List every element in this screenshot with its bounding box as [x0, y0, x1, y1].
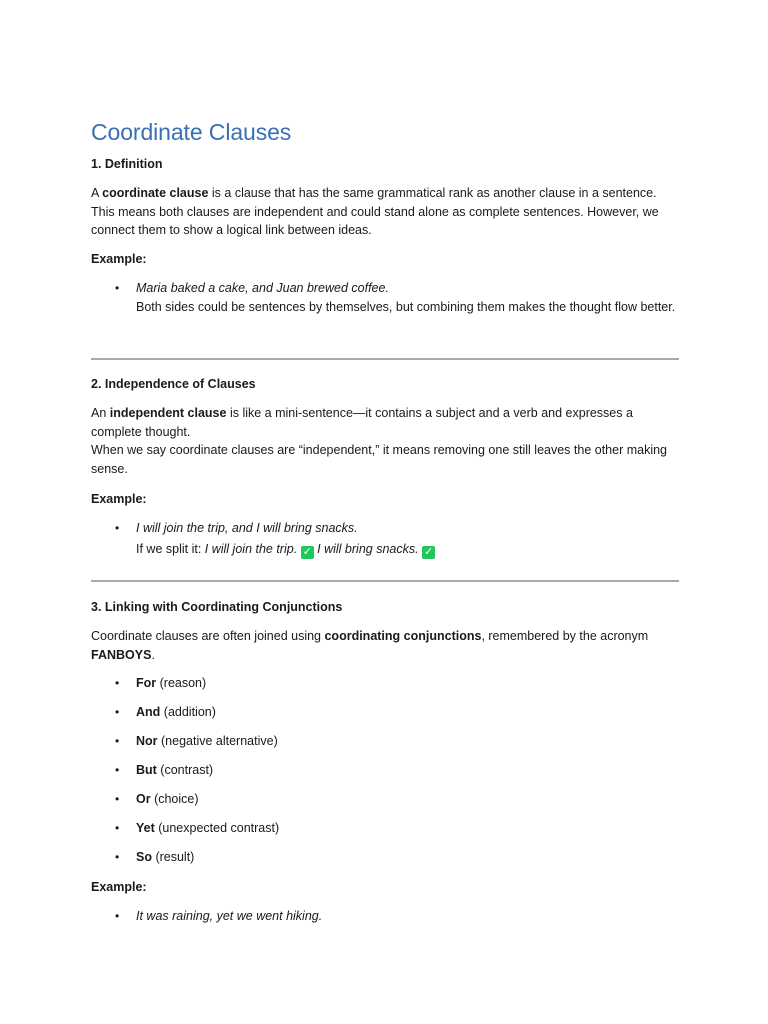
section-heading: 3. Linking with Coordinating Conjunctions — [91, 600, 343, 614]
bullet-icon: • — [115, 763, 120, 777]
conjunction-list — [91, 674, 681, 867]
conjunction-meaning: (choice) — [150, 792, 199, 806]
document-page — [91, 117, 681, 923]
text: If we split it: — [136, 541, 205, 556]
section-conjunctions — [91, 598, 681, 617]
example-label — [91, 878, 681, 897]
conjunctions-paragraph — [91, 627, 681, 664]
text: A — [91, 186, 103, 200]
example-list — [91, 519, 681, 559]
conjunction-meaning: (negative alternative) — [157, 734, 278, 748]
independence-paragraph — [91, 404, 681, 478]
bullet-icon: • — [115, 821, 120, 835]
bullet-icon: • — [115, 281, 120, 295]
example-label-text: Example: — [91, 252, 147, 266]
bullet-icon: • — [115, 734, 120, 748]
list-item — [91, 761, 681, 780]
list-item — [91, 848, 681, 867]
list-item — [91, 703, 681, 722]
text: When we say coordinate clauses are “independent,” it means removing one still leaves the other making sense. — [91, 443, 668, 476]
conjunction-word: Or — [136, 792, 151, 806]
example-label-text: Example: — [91, 492, 147, 506]
list-item — [91, 819, 681, 838]
list-item — [91, 790, 681, 809]
conjunction-word: For — [136, 676, 157, 690]
conjunction-word: So — [136, 850, 152, 864]
check-mark-icon: ✓ — [302, 545, 312, 558]
example-label-text: Example: — [91, 880, 147, 894]
example-list — [91, 907, 681, 926]
text: Coordinate clauses are often joined using — [91, 629, 325, 643]
conjunction-word: Yet — [136, 821, 155, 835]
section-heading: 1. Definition — [91, 157, 163, 171]
list-item — [91, 279, 681, 316]
example-label — [91, 250, 681, 269]
conjunction-word: Nor — [136, 734, 158, 748]
bullet-icon: • — [115, 792, 120, 806]
acronym: FANBOYS — [91, 647, 152, 662]
section-definition — [91, 155, 681, 174]
list-item — [91, 674, 681, 693]
example-sentence: It was raining, yet we went hiking. — [136, 909, 323, 923]
bullet-icon: • — [115, 850, 120, 864]
section-independence — [91, 375, 681, 394]
section-heading: 2. Independence of Clauses — [91, 377, 256, 391]
conjunction-meaning: (contrast) — [156, 763, 214, 777]
conjunction-word: And — [136, 705, 161, 719]
conjunction-meaning: (result) — [151, 850, 195, 864]
bullet-icon: • — [115, 676, 120, 690]
divider — [91, 580, 679, 582]
page-title: Coordinate Clauses — [91, 119, 292, 145]
text: is a clause that has the same grammatical rank as another clause in a sentence. This means both clauses are independent and could stand alone as complete sentences. However, we connect them to show a logical link between ideas. — [91, 186, 659, 237]
bullet-icon: • — [115, 521, 120, 535]
example-list — [91, 279, 681, 316]
example-sentence: Maria baked a cake, and Juan brewed coffee. — [136, 281, 389, 295]
term: coordinate clause — [102, 186, 209, 200]
text: , remembered by the acronym — [481, 629, 649, 643]
example-sentence: I will join the trip, and I will bring snacks. — [136, 521, 358, 535]
definition-paragraph — [91, 184, 681, 240]
conjunction-meaning: (addition) — [160, 705, 216, 719]
text: An — [91, 406, 110, 420]
list-item — [91, 732, 681, 751]
split-sentence-b: I will bring snacks. — [317, 541, 419, 556]
list-item — [91, 907, 681, 926]
text: is like a mini-sentence—it contains a subject and a verb and expresses a complete thought. — [91, 406, 633, 439]
split-sentence-a: I will join the trip. — [204, 541, 298, 556]
text: . — [151, 647, 155, 662]
divider — [91, 358, 679, 360]
term: coordinating conjunctions — [324, 629, 482, 643]
conjunction-meaning: (reason) — [156, 676, 207, 690]
conjunction-word: But — [136, 763, 157, 777]
check-mark-icon: ✓ — [423, 545, 434, 558]
example-label — [91, 490, 681, 509]
example-note: Both sides could be sentences by themselves, but combining them makes the thought flow better. — [136, 299, 676, 314]
bullet-icon: • — [115, 909, 120, 923]
conjunction-meaning: (unexpected contrast) — [154, 821, 280, 835]
list-item — [91, 519, 681, 559]
term: independent clause — [109, 406, 227, 420]
bullet-icon: • — [115, 705, 120, 719]
